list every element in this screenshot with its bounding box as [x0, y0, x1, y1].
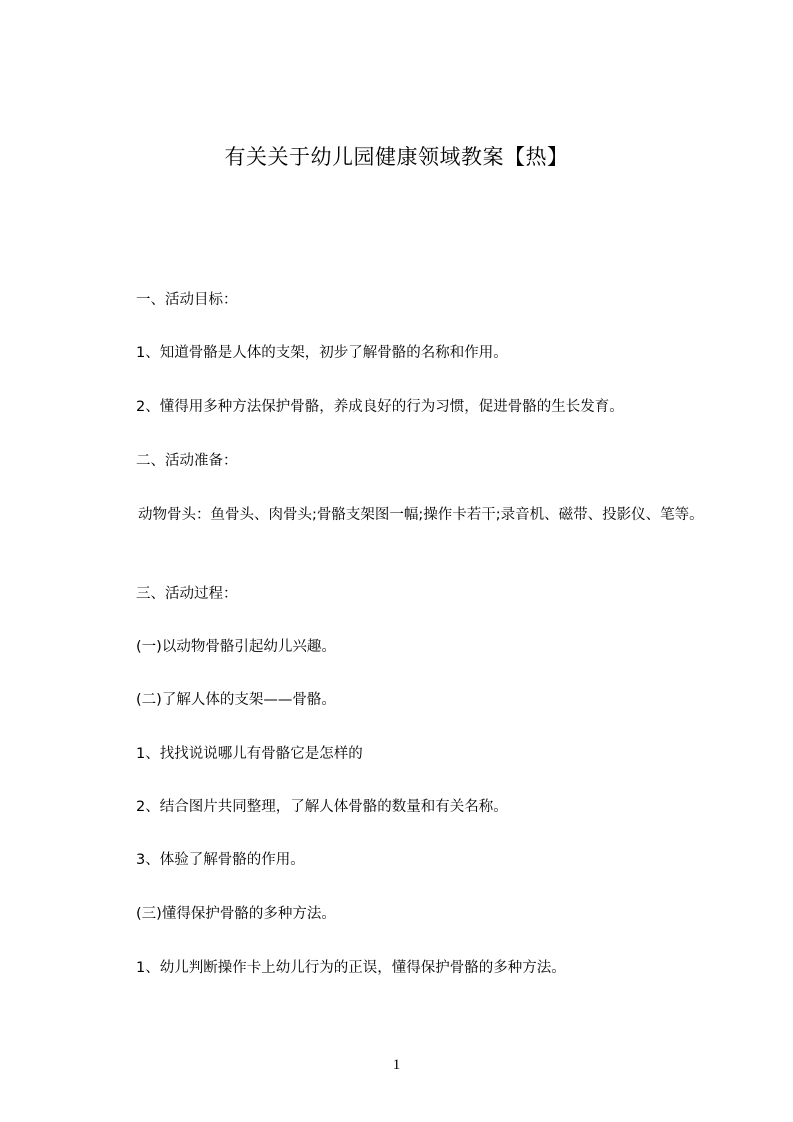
paragraph-step-1: (一)以动物骨骼引起幼儿兴趣。 — [136, 639, 336, 655]
page-number: 1 — [392, 1057, 401, 1073]
paragraph-step-3-item-1: 1、幼儿判断操作卡上幼儿行为的正误，懂得保护骨骼的多种方法。 — [136, 960, 566, 976]
section-heading-process: 三、活动过程： — [136, 586, 238, 602]
paragraph-goal-2: 2、懂得用多种方法保护骨骼，养成良好的行为习惯，促进骨骼的生长发育。 — [136, 399, 624, 415]
section-heading-goals: 一、活动目标： — [136, 292, 238, 308]
paragraph-step-2-item-1: 1、找找说说哪儿有骨骼它是怎样的 — [136, 746, 363, 762]
document-title: 有关关于幼儿园健康领域教案【热】 — [224, 145, 569, 169]
paragraph-goal-1: 1、知道骨骼是人体的支架，初步了解骨骼的名称和作用。 — [136, 345, 508, 361]
paragraph-step-2-item-3: 3、体验了解骨骼的作用。 — [136, 852, 305, 868]
paragraph-step-2: (二)了解人体的支架——骨骼。 — [136, 692, 336, 708]
paragraph-materials: 动物骨头：鱼骨头、肉骨头;骨骼支架图一幅;操作卡若干;录音机、磁带、投影仪、笔等。 — [138, 507, 704, 523]
paragraph-step-2-item-2: 2、结合图片共同整理，了解人体骨骼的数量和有关名称。 — [136, 799, 508, 815]
section-heading-preparation: 二、活动准备： — [136, 453, 238, 469]
paragraph-step-3: (三)懂得保护骨骼的多种方法。 — [136, 906, 336, 922]
